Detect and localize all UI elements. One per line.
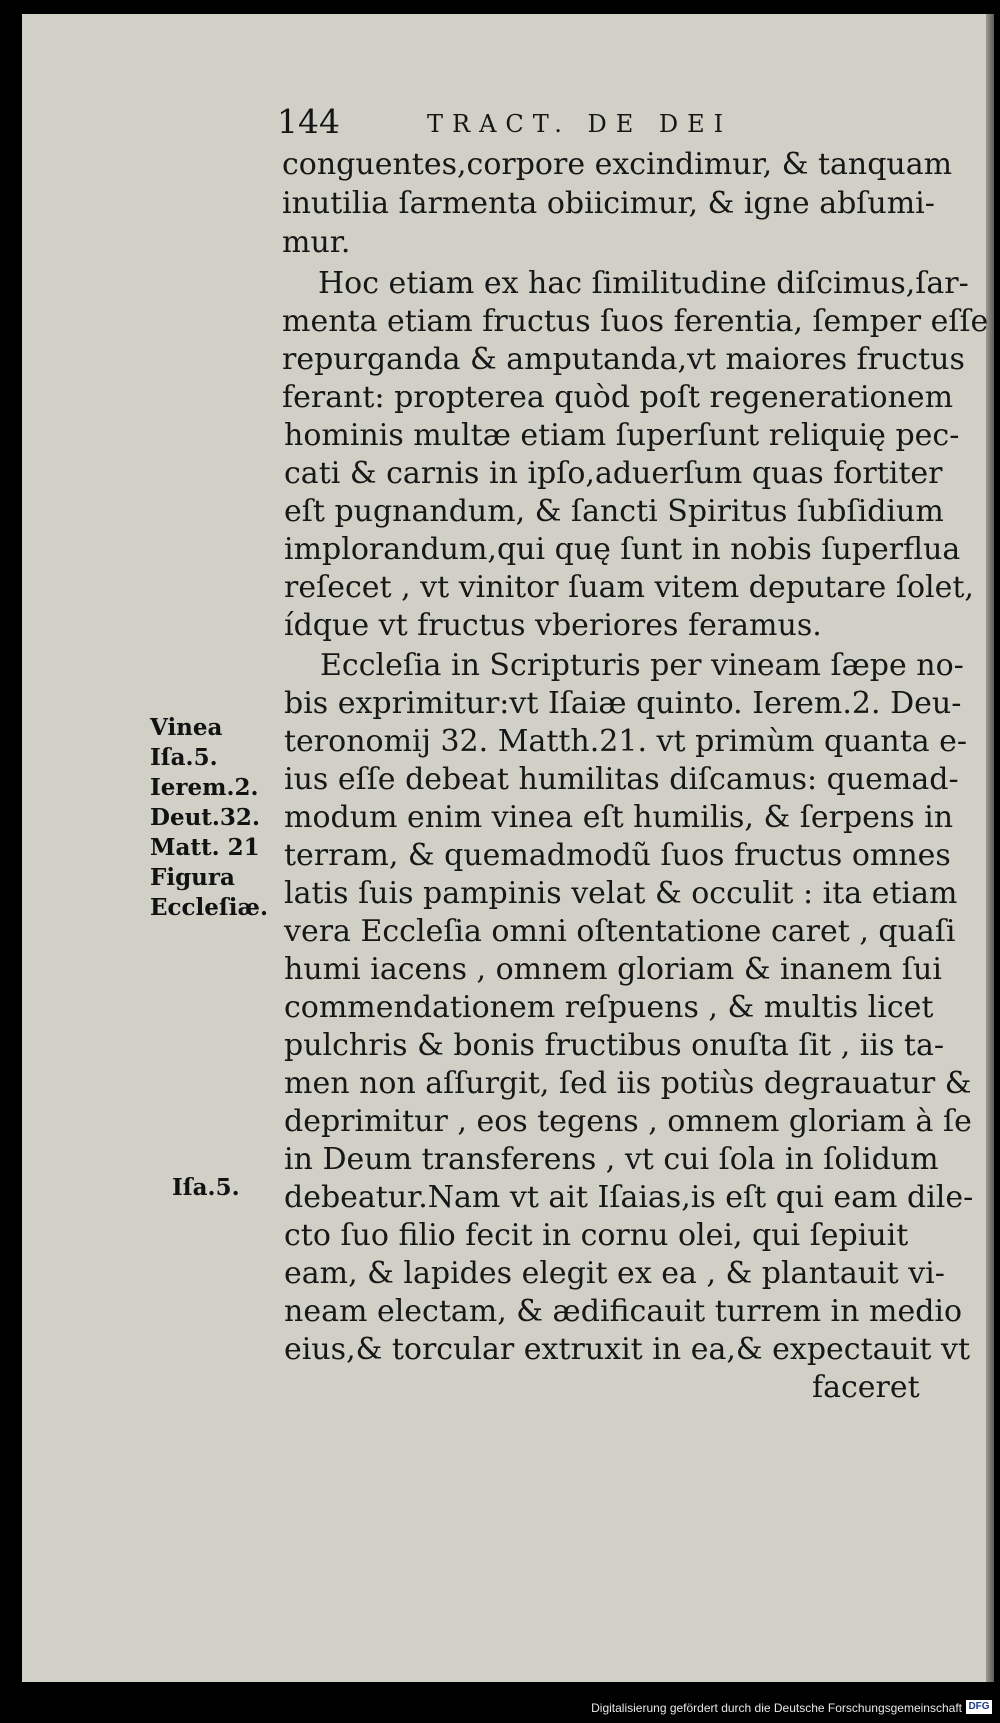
text-line: inutilia ſarmenta obiicimur, & igne abſumi-: [282, 186, 935, 221]
running-head: [277, 102, 837, 142]
text-line: Hoc etiam ex hac ſimilitudine diſcimus,ſar-: [318, 266, 969, 301]
footer: [0, 1697, 1000, 1719]
text-line: implorandum,qui quę ſunt in nobis ſuperflua: [284, 532, 961, 567]
text-line: bis exprimitur:vt Iſaiæ quinto. Ierem.2. Deu-: [284, 686, 962, 721]
margin-note: Figura: [150, 864, 235, 891]
text-line: neam electam, & ædificauit turrem in medio: [284, 1294, 963, 1329]
text-line: commendationem reſpuens , & multis licet: [284, 990, 934, 1025]
text-line: cto ſuo filio fecit in cornu olei, qui ſepiuit: [284, 1218, 909, 1253]
text-line: ferant: propterea quòd poſt regenerationem: [282, 380, 954, 415]
text-line: hominis multæ etiam ſuperſunt reliquię pec-: [284, 418, 960, 453]
text-line: Eccleſia in Scripturis per vineam ſæpe no-: [320, 648, 964, 683]
text-line: cati & carnis in ipſo,aduerſum quas fortiter: [284, 456, 943, 491]
text-line: reſecet , vt vinitor ſuam vitem deputare ſolet,: [284, 570, 974, 605]
text-line: modum enim vinea eſt humilis, & ſerpens in: [284, 800, 954, 835]
margin-note: Ierem.2.: [150, 774, 259, 801]
margin-note: Eccleſiæ.: [150, 894, 268, 921]
text-line: ius eſſe debeat humilitas diſcamus: quemad-: [284, 762, 959, 797]
text-line: in Deum transferens , vt cui ſola in ſolidum: [284, 1142, 939, 1177]
text-line: humi iacens , omnem gloriam & inanem ſui: [284, 952, 942, 987]
text-line: eſt pugnandum, & ſancti Spiritus ſubſidium: [284, 494, 944, 529]
margin-note: Iſa.5.: [172, 1174, 240, 1201]
text-line: men non aſſurgit, ſed iis potiùs degrauatur &: [284, 1066, 972, 1101]
text-line: ídque vt fructus vberiores feramus.: [284, 608, 822, 643]
text-line: menta etiam fructus ſuos ferentia, ſemper eſſe: [282, 304, 989, 339]
text-line: eius,& torcular extruxit in ea,& expectauit vt: [284, 1332, 971, 1367]
footer-credit: Digitalisierung gefördert durch die Deutsche Forschungsgemeinschaft: [591, 1701, 962, 1715]
text-line: repurganda & amputanda,vt maiores fructus: [282, 342, 965, 377]
text-line: terram, & quemadmodũ ſuos fructus omnes: [284, 838, 951, 873]
text-line: pulchris & bonis fructibus onuſta ſit , iis ta-: [284, 1028, 944, 1063]
text-line: eam, & lapides elegit ex ea , & plantauit vi-: [284, 1256, 945, 1291]
margin-note: Vinea: [150, 714, 223, 741]
text-line: teronomij 32. Matth.21. vt primùm quanta e-: [284, 724, 968, 759]
page-number: 144: [277, 102, 340, 141]
text-line: latis ſuis pampinis velat & occulit : ita etiam: [284, 876, 958, 911]
text-line: mur.: [282, 225, 351, 260]
page-edge: [986, 14, 994, 1682]
text-line: conguentes,corpore excindimur, & tanquam: [282, 147, 953, 182]
catchword: faceret: [812, 1370, 920, 1405]
margin-note: Matt. 21: [150, 834, 260, 861]
text-line: vera Eccleſia omni oſtentatione caret , quaſi: [284, 914, 956, 949]
text-line: deprimitur , eos tegens , omnem gloriam à ſe: [284, 1104, 972, 1139]
dfg-logo-icon: DFG: [966, 1700, 992, 1714]
book-page: [22, 14, 994, 1682]
margin-note: Iſa.5.: [150, 744, 218, 771]
margin-note: Deut.32.: [150, 804, 260, 831]
running-title: TRACT. DE DEI: [427, 110, 733, 138]
text-line: debeatur.Nam vt ait Iſaias,is eſt qui eam dile-: [284, 1180, 974, 1215]
